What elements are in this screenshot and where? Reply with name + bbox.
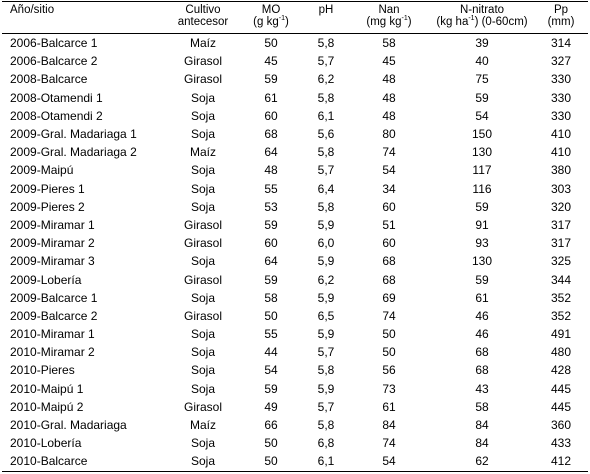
cell-nnitrate: 84 xyxy=(475,436,489,451)
cell-mo: 64 xyxy=(264,145,278,160)
cell-nnitrate: 43 xyxy=(475,381,489,396)
table-row xyxy=(2,70,588,88)
cell-ph: 6,4 xyxy=(317,181,335,196)
table-row xyxy=(2,143,588,161)
cell-crop: Maíz xyxy=(189,145,216,160)
cell-nnitrate: 39 xyxy=(475,36,489,51)
cell-site: 2010-Miramar 2 xyxy=(10,345,95,360)
cell-nan: 54 xyxy=(382,163,396,178)
header-ph xyxy=(304,2,348,34)
cell-ph: 5,8 xyxy=(317,199,335,214)
cell-mo: 54 xyxy=(264,363,278,378)
cell-crop: Soja xyxy=(190,254,216,269)
cell-crop: Girasol xyxy=(183,399,222,414)
cell-site: 2008-Otamendi 1 xyxy=(10,90,103,105)
header-mo-unit-post: ) xyxy=(284,16,289,28)
table-row xyxy=(2,398,588,416)
cell-nan: 60 xyxy=(382,199,396,214)
cell-nan: 48 xyxy=(382,72,396,87)
header-nnitrate-line1: N-nitrato xyxy=(459,4,505,16)
cell-site: 2009-Balcarce 2 xyxy=(10,308,98,323)
cell-pp: 314 xyxy=(550,36,572,51)
cell-ph: 5,8 xyxy=(317,418,335,433)
cell-nnitrate: 46 xyxy=(475,308,489,323)
header-nnitrate-unit-exp: -1 xyxy=(468,15,475,23)
cell-site: 2010-Pieres xyxy=(10,363,75,378)
header-nnitrate-unit-pre: (kg ha xyxy=(436,16,469,28)
header-nan-line1: Nan xyxy=(378,4,400,16)
cell-mo: 50 xyxy=(264,436,278,451)
cell-nnitrate: 59 xyxy=(475,272,489,287)
cell-nnitrate: 59 xyxy=(475,90,489,105)
cell-crop: Girasol xyxy=(183,217,222,232)
cell-pp: 480 xyxy=(550,345,572,360)
cell-pp: 410 xyxy=(550,145,572,160)
cell-mo: 58 xyxy=(264,290,278,305)
cell-nan: 74 xyxy=(382,145,396,160)
cell-pp: 330 xyxy=(550,90,572,105)
cell-nnitrate: 93 xyxy=(475,236,489,251)
cell-site: 2010-Maipú 2 xyxy=(10,399,84,414)
cell-nnitrate: 59 xyxy=(475,199,489,214)
cell-mo: 50 xyxy=(264,308,278,323)
cell-ph: 6,8 xyxy=(317,436,335,451)
table-body xyxy=(2,34,588,472)
cell-nan: 56 xyxy=(382,363,396,378)
table-row xyxy=(2,107,588,125)
cell-ph: 5,7 xyxy=(317,399,335,414)
cell-ph: 6,2 xyxy=(317,272,335,287)
cell-mo: 59 xyxy=(264,217,278,232)
cell-pp: 320 xyxy=(550,199,572,214)
cell-nnitrate: 54 xyxy=(475,108,489,123)
cell-crop: Soja xyxy=(190,181,216,196)
cell-crop: Soja xyxy=(190,363,216,378)
cell-crop: Soja xyxy=(190,127,216,142)
header-nan-unit-post: ) xyxy=(407,16,412,28)
table-header xyxy=(2,2,588,34)
cell-mo: 60 xyxy=(264,236,278,251)
cell-mo: 50 xyxy=(264,36,278,51)
cell-crop: Soja xyxy=(190,327,216,342)
header-mo-unit-pre: (g kg xyxy=(253,16,279,28)
cell-crop: Soja xyxy=(190,90,216,105)
cell-pp: 428 xyxy=(550,363,572,378)
table-row xyxy=(2,343,588,361)
cell-mo: 49 xyxy=(264,399,278,414)
cell-crop: Maíz xyxy=(189,36,216,51)
cell-nnitrate: 61 xyxy=(475,290,489,305)
cell-pp: 445 xyxy=(550,399,572,414)
cell-nan: 74 xyxy=(382,308,396,323)
cell-nan: 45 xyxy=(382,54,396,69)
cell-site: 2008-Balcarce xyxy=(10,72,88,87)
cell-nan: 51 xyxy=(382,217,396,232)
data-table-container xyxy=(2,1,588,472)
header-pp-unit: (mm) xyxy=(547,16,575,28)
cell-pp: 412 xyxy=(534,452,588,471)
cell-nan: 68 xyxy=(382,272,396,287)
cell-pp: 330 xyxy=(550,72,572,87)
header-nnitrate-unit-post: ) (0-60cm) xyxy=(474,16,528,28)
cell-ph: 6,2 xyxy=(317,72,335,87)
cell-ph: 5,6 xyxy=(317,127,335,142)
cell-pp: 303 xyxy=(550,181,572,196)
cell-nnitrate: 130 xyxy=(471,145,493,160)
header-ph-label: pH xyxy=(318,4,334,16)
cell-mo: 66 xyxy=(264,418,278,433)
cell-mo: 55 xyxy=(264,327,278,342)
header-nnitrate-unit xyxy=(430,16,534,28)
cell-pp: 317 xyxy=(550,217,572,232)
cell-nnitrate: 58 xyxy=(475,399,489,414)
header-pp xyxy=(534,2,588,34)
cell-pp: 344 xyxy=(550,272,572,287)
cell-site: 2009-Balcarce 1 xyxy=(10,290,98,305)
header-nan-unit-pre: (mg kg xyxy=(366,16,402,28)
header-pp-line1: Pp xyxy=(553,4,569,16)
header-crop-line2: antecesor xyxy=(177,16,229,28)
cell-nan: 69 xyxy=(382,290,396,305)
cell-nan: 48 xyxy=(382,90,396,105)
cell-pp: 491 xyxy=(550,327,572,342)
header-site-label: Año/sitio xyxy=(10,4,55,16)
table-row xyxy=(2,380,588,398)
table-row xyxy=(2,434,588,452)
cell-nnitrate: 116 xyxy=(472,181,492,196)
cell-crop: Girasol xyxy=(183,54,222,69)
table-row xyxy=(2,34,588,53)
cell-nnitrate: 84 xyxy=(475,418,489,433)
cell-site: 2010-Balcarce xyxy=(2,452,168,471)
cell-pp: 352 xyxy=(550,308,572,323)
cell-site: 2006-Balcarce 1 xyxy=(10,36,98,51)
cell-nnitrate: 62 xyxy=(430,452,534,471)
cell-nan: 50 xyxy=(382,327,396,342)
cell-nnitrate: 68 xyxy=(475,345,489,360)
cell-nan: 68 xyxy=(382,254,396,269)
cell-crop: Girasol xyxy=(183,236,222,251)
cell-crop: Girasol xyxy=(183,72,222,87)
table-row xyxy=(2,125,588,143)
table-row xyxy=(2,325,588,343)
cell-nan: 58 xyxy=(382,36,396,51)
cell-ph: 5,8 xyxy=(317,90,335,105)
table-row xyxy=(2,234,588,252)
cell-ph: 5,7 xyxy=(317,54,335,69)
cell-crop: Soja xyxy=(190,163,216,178)
cell-nan: 50 xyxy=(382,345,396,360)
cell-pp: 433 xyxy=(550,436,572,451)
header-mo-line1: MO xyxy=(261,4,281,16)
cell-nan: 54 xyxy=(348,452,430,471)
cell-site: 2009-Gral. Madariaga 1 xyxy=(10,127,137,142)
cell-site: 2009-Pieres 2 xyxy=(10,199,85,214)
cell-mo: 64 xyxy=(264,254,278,269)
table-row xyxy=(2,270,588,288)
cell-crop: Maíz xyxy=(189,418,216,433)
cell-site: 2009-Maipú xyxy=(10,163,74,178)
cell-site: 2009-Lobería xyxy=(10,272,82,287)
cell-nan: 60 xyxy=(382,236,396,251)
table-row xyxy=(2,180,588,198)
cell-ph: 5,9 xyxy=(317,290,335,305)
cell-nan: 61 xyxy=(382,399,396,414)
header-mo-unit-exp: -1 xyxy=(278,15,285,23)
cell-site: 2009-Pieres 1 xyxy=(10,181,85,196)
cell-nnitrate: 130 xyxy=(471,254,493,269)
cell-mo: 44 xyxy=(264,345,278,360)
cell-ph: 5,9 xyxy=(317,217,335,232)
table-row xyxy=(2,198,588,216)
header-nan xyxy=(348,2,430,34)
cell-ph: 5,7 xyxy=(317,163,335,178)
cell-ph: 5,9 xyxy=(317,381,335,396)
cell-mo: 45 xyxy=(264,54,278,69)
cell-nnitrate: 150 xyxy=(471,127,493,142)
cell-ph: 5,8 xyxy=(317,145,335,160)
cell-mo: 68 xyxy=(264,127,278,142)
cell-pp: 317 xyxy=(550,236,572,251)
cell-ph: 5,8 xyxy=(317,36,335,51)
cell-site: 2010-Lobería xyxy=(10,436,82,451)
header-mo xyxy=(238,2,304,34)
header-nan-unit-exp: -1 xyxy=(401,15,408,23)
header-nan-unit xyxy=(348,16,430,28)
site-data-table xyxy=(2,1,588,472)
cell-crop: Girasol xyxy=(183,308,222,323)
header-site xyxy=(2,2,168,34)
table-row xyxy=(2,361,588,379)
cell-crop: Soja xyxy=(168,452,238,471)
cell-pp: 360 xyxy=(550,418,572,433)
cell-nan: 73 xyxy=(382,381,396,396)
cell-pp: 352 xyxy=(550,290,572,305)
cell-nan: 80 xyxy=(382,127,396,142)
cell-site: 2009-Gral. Madariaga 2 xyxy=(10,145,137,160)
cell-pp: 325 xyxy=(550,254,572,269)
cell-mo: 59 xyxy=(264,272,278,287)
cell-mo: 61 xyxy=(264,90,278,105)
cell-nan: 84 xyxy=(382,418,396,433)
cell-ph: 5,9 xyxy=(317,327,335,342)
cell-pp: 330 xyxy=(550,108,572,123)
cell-mo: 59 xyxy=(264,381,278,396)
cell-mo: 53 xyxy=(264,199,278,214)
cell-mo: 48 xyxy=(264,163,278,178)
table-row xyxy=(2,89,588,107)
cell-nan: 34 xyxy=(382,181,396,196)
header-row xyxy=(2,2,588,34)
cell-pp: 445 xyxy=(550,381,572,396)
cell-nnitrate: 117 xyxy=(472,163,492,178)
cell-site: 2008-Otamendi 2 xyxy=(10,108,103,123)
table-row xyxy=(2,216,588,234)
cell-site: 2010-Gral. Madariaga xyxy=(10,418,127,433)
table-row xyxy=(2,307,588,325)
cell-ph: 6,1 xyxy=(304,452,348,471)
table-row xyxy=(2,289,588,307)
table-row xyxy=(2,161,588,179)
cell-ph: 6,0 xyxy=(317,236,335,251)
cell-nnitrate: 40 xyxy=(475,54,489,69)
header-mo-unit xyxy=(238,16,304,28)
cell-mo: 59 xyxy=(264,72,278,87)
cell-nnitrate: 75 xyxy=(475,72,489,87)
cell-ph: 5,8 xyxy=(317,363,335,378)
cell-pp: 410 xyxy=(550,127,572,142)
cell-nnitrate: 91 xyxy=(475,217,489,232)
cell-site: 2009-Miramar 1 xyxy=(10,217,95,232)
cell-ph: 5,7 xyxy=(317,345,335,360)
cell-mo: 60 xyxy=(264,108,278,123)
cell-site: 2009-Miramar 2 xyxy=(10,236,95,251)
cell-ph: 6,1 xyxy=(317,108,335,123)
cell-ph: 5,9 xyxy=(317,254,335,269)
table-row xyxy=(2,52,588,70)
cell-ph: 6,5 xyxy=(317,308,335,323)
cell-nnitrate: 68 xyxy=(475,363,489,378)
cell-nan: 48 xyxy=(382,108,396,123)
cell-site: 2010-Miramar 1 xyxy=(10,327,95,342)
cell-mo: 55 xyxy=(264,181,278,196)
cell-crop: Soja xyxy=(190,108,216,123)
cell-crop: Soja xyxy=(190,290,216,305)
cell-crop: Soja xyxy=(190,199,216,214)
header-nnitrate xyxy=(430,2,534,34)
cell-pp: 380 xyxy=(550,163,572,178)
cell-crop: Soja xyxy=(190,345,216,360)
cell-nnitrate: 46 xyxy=(475,327,489,342)
cell-site: 2006-Balcarce 2 xyxy=(10,54,98,69)
table-row xyxy=(2,452,588,471)
cell-nan: 74 xyxy=(382,436,396,451)
header-crop xyxy=(168,2,238,34)
cell-crop: Soja xyxy=(190,436,216,451)
table-row xyxy=(2,416,588,434)
cell-crop: Soja xyxy=(190,381,216,396)
table-row xyxy=(2,252,588,270)
cell-crop: Girasol xyxy=(183,272,222,287)
header-crop-line1: Cultivo xyxy=(185,4,221,16)
cell-site: 2010-Maipú 1 xyxy=(10,381,84,396)
cell-mo: 50 xyxy=(238,452,304,471)
cell-pp: 327 xyxy=(550,54,572,69)
cell-site: 2009-Miramar 3 xyxy=(10,254,95,269)
